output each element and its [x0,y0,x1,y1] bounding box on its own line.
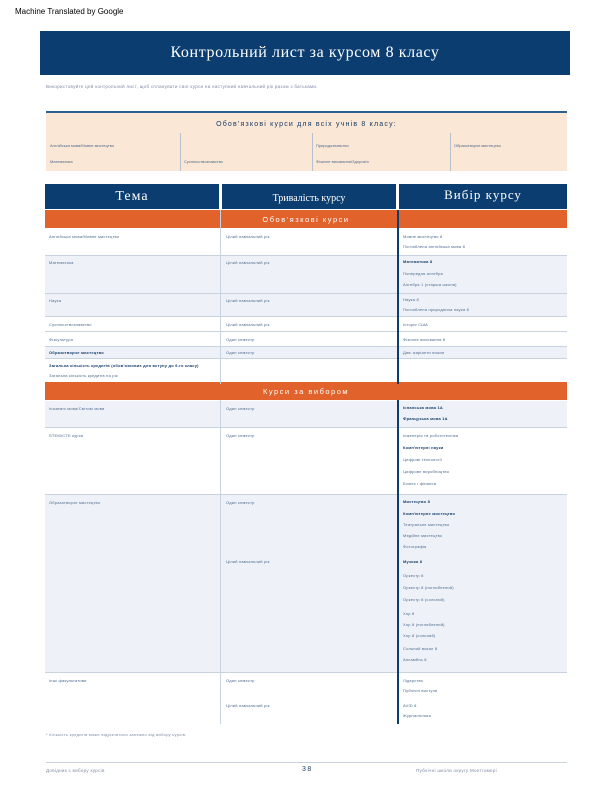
table-row: Англійська мова/Мовне мистецтво Цілий навчальний рік Мовне мистецтво 8 Поглиблена англійська мова 8 [49,234,465,249]
machine-translated-label: Machine Translated by Google [15,7,124,16]
table-row: Образотворче мистецтво Один семестр Мистецтво 8 Комп'ютерне мистецтво Театральне мистецтво Медійне мистецтво Фотографія Цілий навчальний рік Музика 8 Оркестр 8 Оркестр 8 (поглиблений) Оркестр 8 (сольний) Хор 8 Хор 8 (поглиблений) Хор 8 (сольний) Сольний вокал 8 Ансамбль 8 [45,495,567,672]
table-row: Образотворче мистецтво Один семестр Див. варіанти нижче [45,347,567,358]
required-item: Природознавство [316,143,349,148]
footnote: * Кількість кредитів може відрізнятися залежно від вибору курсів. [46,732,187,737]
table-row: Суспільствознавство Цілий навчальний рік Історія США [49,322,428,327]
page-title: Контрольний лист за курсом 8 класу [40,31,570,75]
header-choice: Вибір курсу [399,184,567,209]
table-row: Інші факультативи Один семестр Лідерство Публічні виступи Цілий навчальний рік AVID 8 Журналістика [49,678,438,718]
table-row: Загальна кількість кредитів (обов'язкових для вступу до 9-го класу) Загальна кількість кредитів на рік [49,363,199,378]
table-row: Математика Цілий навчальний рік Математика 8 Попередня алгебра Алгебра 1 (старша школа) [45,256,567,293]
table-row: Іноземні мови/Світові мови Один семестр Іспанська мова 1А Французька мова 1А [45,401,567,427]
section-required: Обов'язкові курси [45,210,567,228]
table-row: Фізкультура Один семестр Фізичне виховання 8 [49,337,446,342]
course-table [45,184,567,724]
page-number: 38 [302,766,313,773]
header-topic: Тема [45,184,219,209]
table-row: STEM/CTE курси Один семестр Інженерія та робототехніка Комп'ютерні науки Цифрові технології Цифрове виробництво Бізнес і фінанси [49,433,459,486]
required-item: Англійська мова/Мовне мистецтво [50,143,115,148]
footer-right: Публічні школи округу Монтгомері [416,768,497,773]
required-item: Фізичне виховання/Здоров'я [316,159,369,164]
required-item: Математика [50,159,73,164]
section-elective: Курси за вибором [45,382,567,400]
intro-text: Використовуйте цей контрольний лист, щоб спланувати свої курси на наступний навчальний рік разом з батьками. [46,84,318,89]
required-item: Образотворче мистецтво [454,143,501,148]
header-duration: Тривалість курсу [222,184,396,209]
footer-left: Довідник з вибору курсів [46,768,105,773]
required-item: Суспільствознавство [184,159,223,164]
table-row: Наука Цілий навчальний рік Наука 8 Поглиблена природнича наука 8 [45,294,567,316]
required-courses-heading: Обов'язкові курси для всіх учнів 8 класу: [216,121,397,128]
required-courses-box [46,111,567,171]
